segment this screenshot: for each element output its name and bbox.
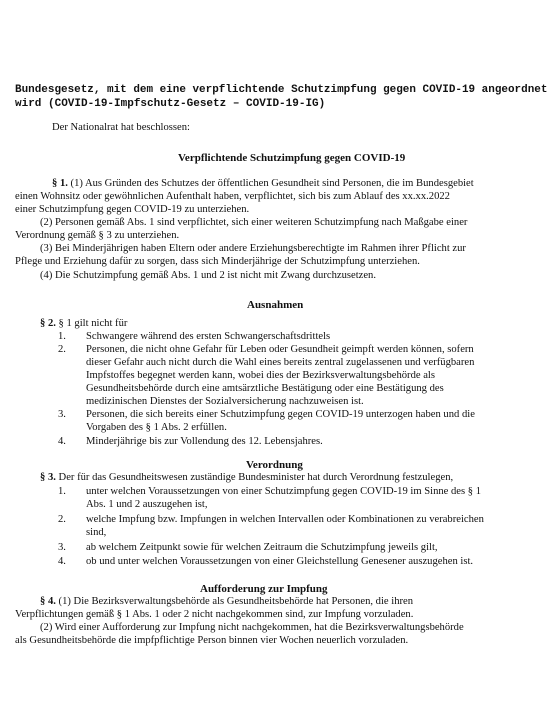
section-3-item-4 [58, 556, 473, 568]
section-2-intro-text: § 1 gilt nicht für [55, 318, 128, 329]
section-3-intro-text: Der für das Gesundheitswesen zuständige Bundesminister hat durch Verordnung festzulegen, [55, 472, 454, 483]
list-item-line: Gesundheitsbehörde durch eine amtsärztliche Bestätigung oder eine Bestätigung des [86, 383, 444, 394]
section-4-para-1-line-1 [40, 596, 413, 608]
section-1-para-1-line-3: einer Schutzimpfung gegen COVID-19 zu unterziehen. [15, 204, 250, 215]
law-title-line-1: Bundesgesetz, mit dem eine verpflichtende Schutzimpfung gegen COVID-19 angeordnet [15, 84, 548, 96]
list-item-line: Minderjährige bis zur Vollendung des 12. Lebensjahres. [86, 436, 323, 447]
section-1-para-4-line-1: (4) Die Schutzimpfung gemäß Abs. 1 und 2 ist nicht mit Zwang durchzusetzen. [40, 270, 376, 281]
section-3-marker: § 3. [40, 472, 56, 483]
section-2-item-1 [58, 331, 330, 343]
section-3-item-3 [58, 542, 438, 554]
section-4-para-1-line-2: Verpflichtungen gemäß § 1 Abs. 1 oder 2 nicht nachgekommen sind, zur Impfung vorzuladen. [15, 609, 414, 620]
list-item-line: Vorgaben des § 1 Abs. 2 erfüllen. [86, 422, 227, 433]
section-4-para-2-line-2: als Gesundheitsbehörde die impfpflichtige Person binnen vier Wochen neuerlich vorzuladen. [15, 635, 409, 646]
list-number: 1. [58, 331, 66, 342]
list-number: 2. [58, 514, 66, 525]
section-3-heading: Verordnung [246, 459, 303, 471]
list-item-line: Abs. 1 und 2 auszugehen ist, [86, 499, 208, 510]
list-number: 4. [58, 436, 66, 447]
list-number: 3. [58, 409, 66, 420]
section-1-marker: § 1. [52, 178, 68, 189]
section-3-item-2 [58, 514, 484, 526]
list-item-line: sind, [86, 527, 107, 538]
section-2-intro [40, 318, 127, 330]
section-3-item-1 [58, 486, 481, 498]
section-2-marker: § 2. [40, 318, 56, 329]
list-item-line: Personen, die nicht ohne Gefahr für Leben oder Gesundheit geimpft werden können, sofern [86, 344, 474, 355]
section-1-para-3-line-2: Pflege und Erziehung dafür zu sorgen, dass sich Minderjährige der Schutzimpfung unterziehen. [15, 256, 420, 267]
section-2-item-4 [58, 436, 323, 448]
list-number: 3. [58, 542, 66, 553]
preamble: Der Nationalrat hat beschlossen: [52, 122, 190, 133]
list-item-line: unter welchen Voraussetzungen von einer Schutzimpfung gegen COVID-19 im Sinne des § 1 [86, 486, 482, 497]
list-item-line: medizinischen Dienstes der Sozialversicherung nachzuweisen ist. [86, 396, 364, 407]
list-number: 4. [58, 556, 66, 567]
list-item-line: Personen, die sich bereits einer Schutzimpfung gegen COVID-19 unterzogen haben und die [86, 409, 475, 420]
section-1-para-2-line-2: Verordnung gemäß § 3 zu unterziehen. [15, 230, 180, 241]
list-number: 1. [58, 486, 66, 497]
section-1-para-1-line-1-text: (1) Aus Gründen des Schutzes der öffentlichen Gesundheit sind Personen, die im Bundesgebiet [67, 178, 474, 189]
section-2-item-2 [58, 344, 474, 356]
section-4-para-1-line-1-text: (1) Die Bezirksverwaltungsbehörde als Gesundheitsbehörde hat Personen, die ihren [55, 596, 414, 607]
law-title-line-2: wird (COVID-19-Impfschutz-Gesetz – COVID-19-IG) [15, 98, 326, 110]
list-item-line: Schwangere während des ersten Schwangerschaftsdrittels [86, 331, 331, 342]
section-1-para-2-line-1: (2) Personen gemäß Abs. 1 sind verpflichtet, sich einer weiteren Schutzimpfung nach Maßgabe einer [40, 217, 468, 228]
list-item-line: ab welchem Zeitpunkt sowie für welchen Zeitraum die Schutzimpfung jeweils gilt, [86, 542, 438, 553]
list-number: 2. [58, 344, 66, 355]
section-2-item-3 [58, 409, 475, 421]
section-1-para-1-line-2: einen Wohnsitz oder gewöhnlichen Aufenthalt haben, verpflichtet, sich bis zum Ablauf des xx.xx.2022 [15, 191, 450, 202]
section-1-para-1-line-1 [52, 178, 474, 190]
list-item-line: welche Impfung bzw. Impfungen in welchen Intervallen oder Kombinationen zu verabreichen [86, 514, 484, 525]
section-1-heading: Verpflichtende Schutzimpfung gegen COVID-19 [178, 152, 406, 164]
section-4-heading: Aufforderung zur Impfung [200, 583, 328, 595]
section-1-para-3-line-1: (3) Bei Minderjährigen haben Eltern oder andere Erziehungsberechtigte im Rahmen ihrer Pflicht zur [40, 243, 466, 254]
list-item-line: Impfstoffes begegnet werden kann, wobei dies der Bezirksverwaltungsbehörde als [86, 370, 435, 381]
section-3-intro [40, 472, 453, 484]
section-2-heading: Ausnahmen [247, 299, 304, 311]
section-4-para-2-line-1: (2) Wird einer Aufforderung zur Impfung nicht nachgekommen, hat die Bezirksverwaltungsbehörde [40, 622, 464, 633]
list-item-line: ob und unter welchen Voraussetzungen von einer Gleichstellung Genesener auszugehen ist. [86, 556, 474, 567]
section-4-marker: § 4. [40, 596, 56, 607]
list-item-line: dieser Gefahr auch nicht durch die Wahl eines bereits zentral zugelassenen und verfügbaren [86, 357, 475, 368]
